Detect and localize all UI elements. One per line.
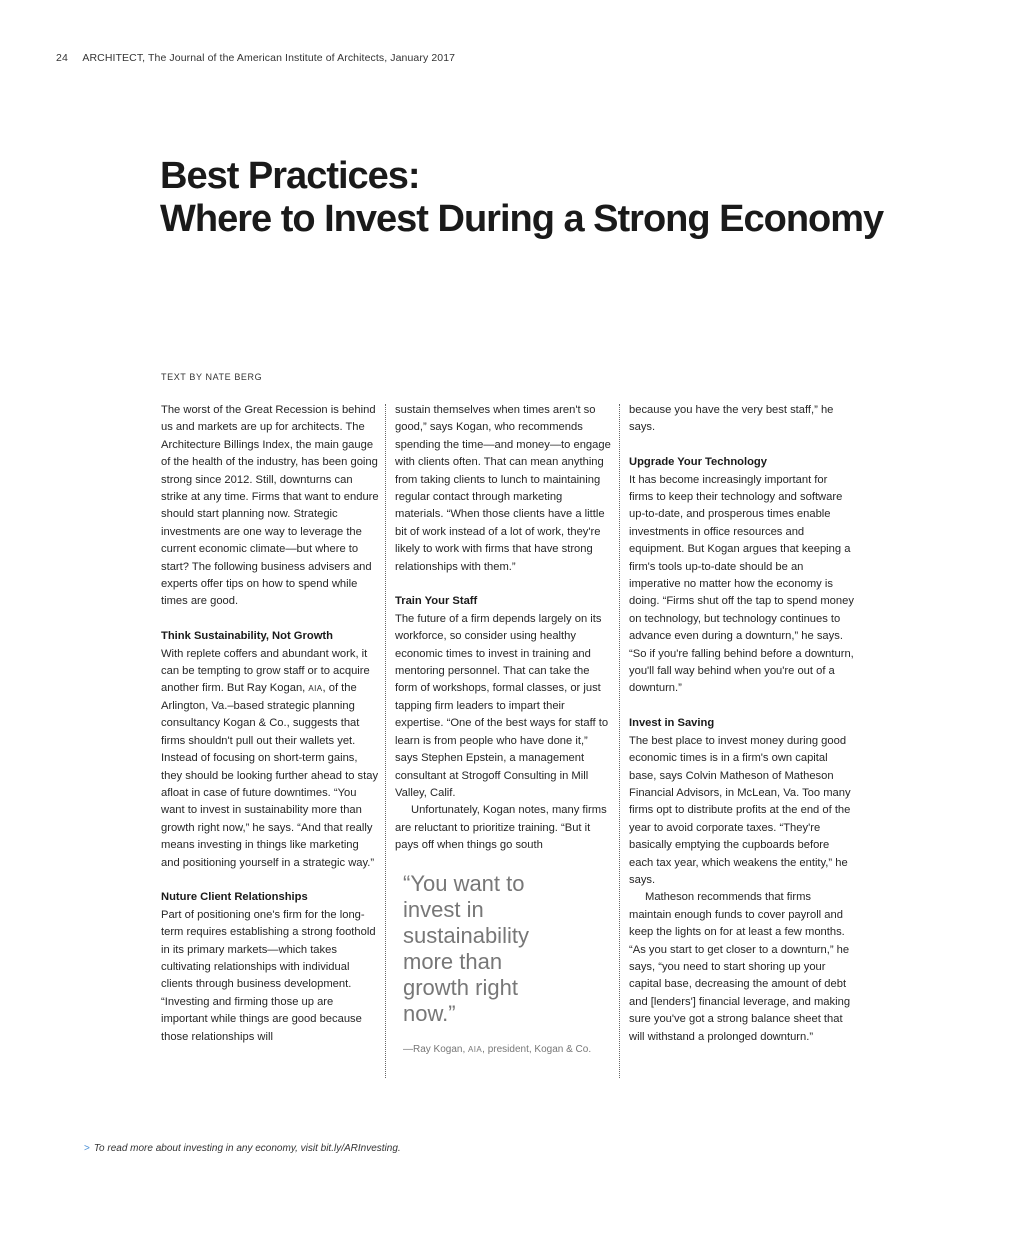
- publication-line: ARCHITECT, The Journal of the American Institute of Architects, January 2017: [82, 52, 456, 64]
- title-line-2: Where to Invest During a Strong Economy: [160, 198, 884, 240]
- column-2: [395, 402, 613, 1058]
- continued-paragraph: because you have the very best staff,” he says.: [629, 404, 834, 434]
- column-divider-2: [619, 404, 620, 1078]
- section-paragraph-technology: It has become increasingly important for firms to keep their technology and software up-to-date, and prosperous times enable investments in office resources and equipment. But Kogan argues that keeping a firm's tools up-to-date should be an imperative no matter how the economy is doing. “Firms shut off the tap to spend money on technology, but technology continues to advance even during a downturn,” he says. “So if you're falling behind before a downturn, you'll fall way behind when you're out of a downturn.”: [629, 473, 854, 695]
- text-run: , president, Kogan & Co.: [482, 1043, 592, 1055]
- footer-link-note[interactable]: [84, 1143, 401, 1154]
- section-heading-technology: Upgrade Your Technology: [629, 456, 767, 469]
- section-paragraph-sustainability: [161, 646, 379, 872]
- column-1: [161, 402, 379, 1046]
- text-run: With replete coffers and abundant work, it can be tempting to grow staff or to acquire another firm. But Ray Kogan,: [161, 647, 370, 695]
- section-paragraph-saving-2: Matheson recommends that firms maintain enough funds to cover payroll and keep the lights on for at least a few months. “As you start to get closer to a downturn,” he says, “you need to start shoring up your capital base, decreasing the amount of debt and [lenders'] financial leverage, and making sure you've got a strong balance sheet that will withstand a prolonged downturn.”: [629, 891, 851, 1043]
- title-line-1: Best Practices:: [160, 155, 420, 197]
- section-heading-sustainability: Think Sustainability, Not Growth: [161, 630, 333, 643]
- pull-quote-attribution: [403, 1041, 613, 1058]
- section-paragraph-train-staff-2: Unfortunately, Kogan notes, many firms are reluctant to prioritize training. “But it pays off when things go south: [395, 804, 607, 852]
- section-heading-client-relationships: Nuture Client Relationships: [161, 891, 308, 904]
- column-3: [629, 402, 854, 1046]
- byline: TEXT BY NATE BERG: [161, 372, 263, 382]
- section-paragraph-saving: The best place to invest money during good economic times is in a firm's own capital base, says Colvin Matheson of Matheson Financial Advisors, in McLean, Va. Too many firms opt to distribute profits at the end of the year to avoid corporate taxes. “They're basically emptying the cupboards before each tax year, which weakens the entity,” he says.: [629, 734, 851, 886]
- section-heading-saving: Invest in Saving: [629, 717, 715, 730]
- text-run: —Ray Kogan,: [403, 1043, 466, 1055]
- footer-note-text: To read more about investing in any economy, visit bit.ly/ARInvesting.: [93, 1143, 401, 1154]
- pull-quote: “You want to invest in sustainability more than growth right now.”: [403, 870, 529, 1026]
- arrow-icon: >: [84, 1143, 90, 1154]
- section-paragraph-train-staff: The future of a firm depends largely on its workforce, so consider using healthy economic times to invest in training and mentoring personnel. That can take the form of workshops, formal classes, or just tapping firm leaders to impart their expertise. “One of the best ways for staff to learn is from people who have done it,” says Stephen Epstein, a management consultant at Strogoff Consulting in Mill Valley, Calif.: [395, 612, 609, 799]
- section-heading-train-staff: Train Your Staff: [395, 595, 478, 608]
- section-paragraph-client-relationships: Part of positioning one's firm for the long-term requires establishing a strong foothold in its primary markets—which takes cultivating relationships with individual clients through business development. “Investing and firming those up are important while things are good because those relationships will: [161, 908, 376, 1043]
- column-divider-1: [385, 404, 386, 1078]
- running-head: [56, 52, 455, 64]
- intro-paragraph: The worst of the Great Recession is behind us and markets are up for architects. The Architecture Billings Index, the main gauge of the health of the industry, has been going strong since 2012. Still, downturns can strike at any time. Firms that want to endure should start planning now. Strategic investments are one way to leverage the current economic climate—but where to start? The following business advisers and experts offer tips on how to spend while times are good.: [161, 404, 379, 608]
- continued-paragraph: sustain themselves when times aren't so good,” says Kogan, who recommends spending the time—and money—to engage with clients often. That can mean anything from taking clients to lunch to maintaining regular contact through marketing materials. “When those clients have a little bit of work instead of a lot of work, they're likely to work with firms that have strong relationships with them.”: [395, 404, 611, 573]
- text-run: , of the Arlington, Va.–based strategic planning consultancy Kogan & Co., suggests that firms shouldn't pull out their wallets yet. Instead of focusing on short-term gains, they should be looking further ahead to stay afloat in case of future downtimes. “You want to invest in sustainability more than growth right now,” he says. “And that really means investing in things like marketing and positioning yourself in a strategic way.”: [161, 682, 379, 869]
- article-title: [160, 155, 883, 241]
- aia-abbrev: AIA: [308, 684, 323, 694]
- page-number: 24: [56, 52, 68, 64]
- aia-abbrev: AIA: [468, 1044, 483, 1054]
